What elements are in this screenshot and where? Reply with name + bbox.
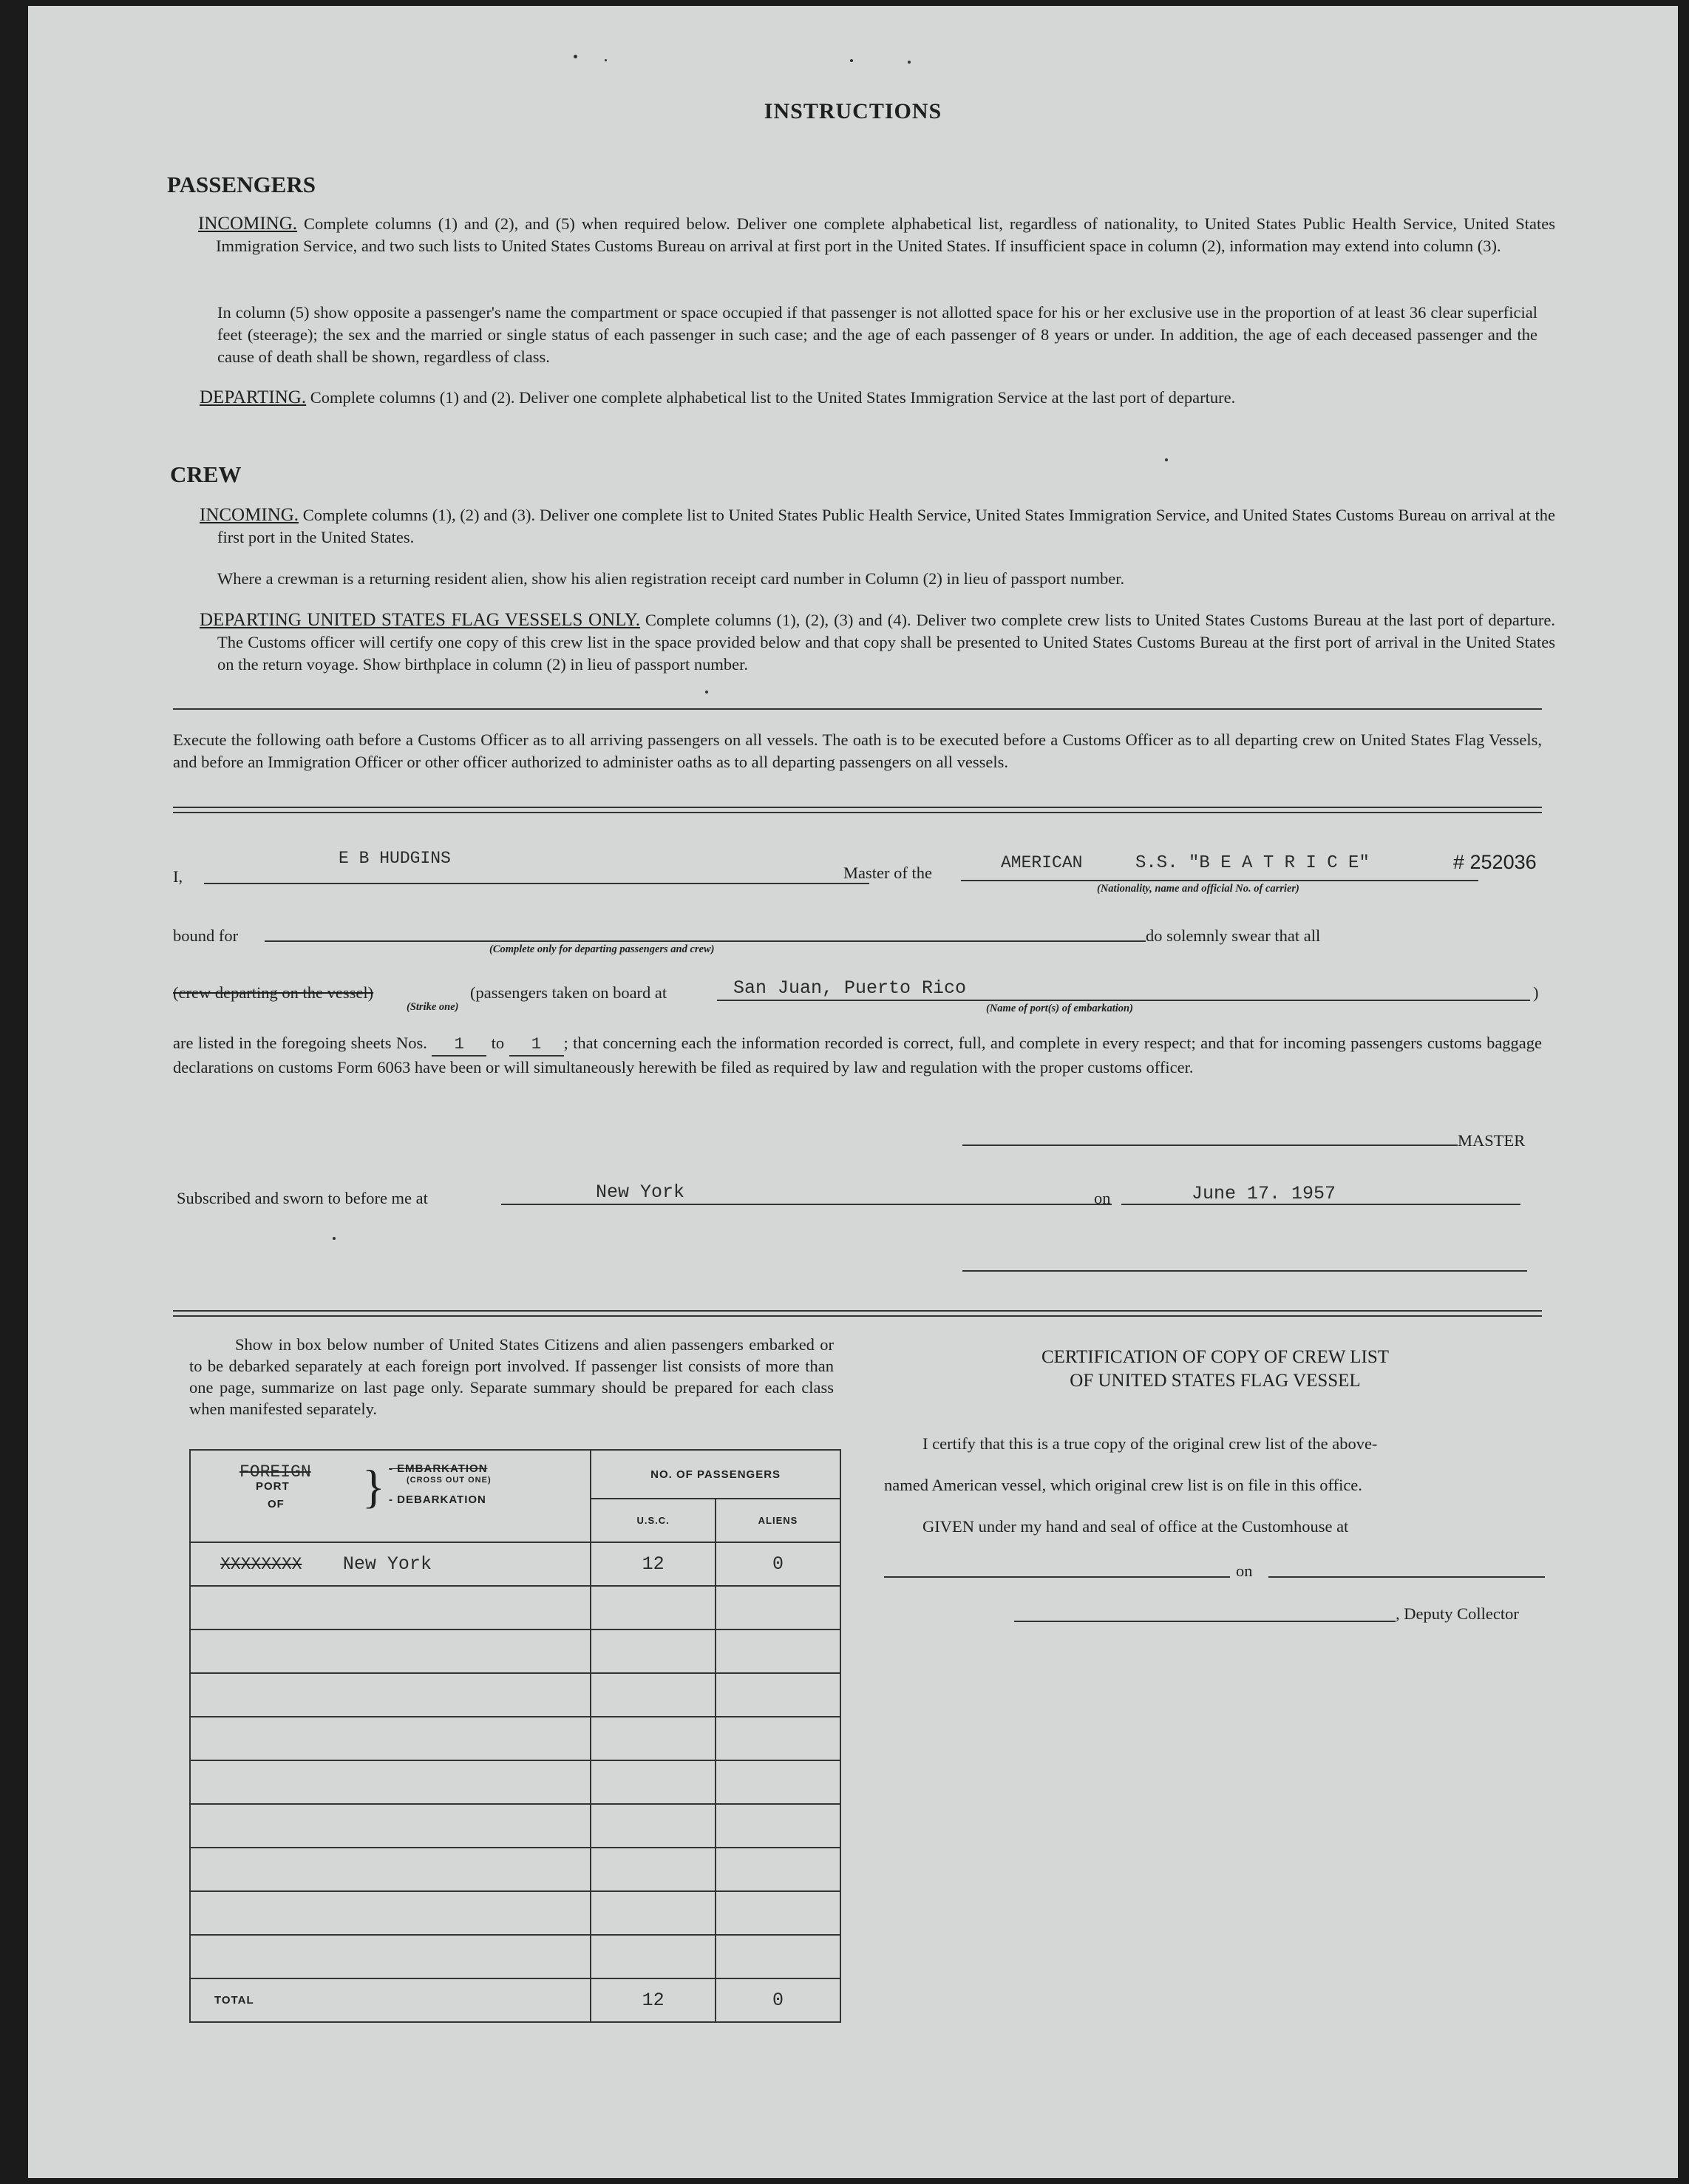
usc-count: 12 bbox=[591, 1542, 716, 1586]
aliens-header: ALIENS bbox=[716, 1499, 840, 1542]
crew-heading: CREW bbox=[170, 461, 242, 487]
carrier-vessel-name: S.S. "B E A T R I C E" bbox=[1135, 853, 1370, 873]
cross-out-label: (CROSS OUT ONE) bbox=[407, 1476, 492, 1485]
total-label: TOTAL bbox=[190, 1978, 591, 2022]
bound-for-line bbox=[265, 940, 1146, 942]
certification-text-1: I certify that this is a true copy of the original crew list of the above- bbox=[922, 1434, 1378, 1453]
listed-rest: ; that concerning each the information recorded is correct, full, and complete in every respect; and that for incoming passengers customs baggage declarations on customs Form 6063 have been or will simultaneously herewith be filed as required by law and regulation with the proper customs officer. bbox=[173, 1034, 1543, 1076]
table-row bbox=[190, 1717, 840, 1760]
summary-double-divider bbox=[173, 1310, 1542, 1317]
deputy-signature-line bbox=[1014, 1621, 1396, 1622]
customhouse-line bbox=[884, 1576, 1230, 1578]
table-header-row bbox=[190, 1450, 840, 1499]
table-row bbox=[190, 1629, 840, 1673]
crew-resident-paragraph: Where a crewman is a returning resident alien, show his alien registration receipt card number in Column (2) in lieu of passport number. bbox=[217, 569, 1125, 588]
certification-text-2: named American vessel, which original crew list is on file in this office. bbox=[884, 1476, 1362, 1494]
bound-for-label: bound for bbox=[173, 926, 239, 945]
table-row bbox=[190, 1760, 840, 1804]
total-usc: 12 bbox=[591, 1978, 716, 2022]
port-header-cell bbox=[190, 1450, 591, 1542]
scan-speck bbox=[574, 55, 577, 58]
passengers-incoming-text: Complete columns (1) and (2), and (5) when required below. Deliver one complete alphabetical list, regardless of nationality, to United States Public Health Service, United States Immigration Service, and two such lists to United States Customs Bureau on arrival at first port in the United States. If insufficient space in column (2), information may extend into column (3). bbox=[216, 214, 1556, 255]
certification-text-3: GIVEN under my hand and seal of office at the Customhouse at bbox=[922, 1517, 1349, 1536]
oath-i-label: I, bbox=[173, 867, 183, 886]
oath-instruction: Execute the following oath before a Customs Officer as to all arriving passengers on all vessels. The oath is to be executed before a Customs Officer as to all departing crew on United States Flag Vessels, and before an Immigration Officer or other officer authorized to administer oaths as to all departing passengers on all vessels. bbox=[173, 730, 1542, 771]
table-row bbox=[190, 1586, 840, 1629]
passengers-incoming-paragraph bbox=[198, 213, 1555, 257]
no-passengers-header: NO. OF PASSENGERS bbox=[591, 1450, 840, 1499]
crew-incoming-label: INCOMING. bbox=[200, 505, 299, 525]
certification-title-line1: CERTIFICATION OF COPY OF CREW LIST bbox=[1041, 1347, 1390, 1367]
crew-incoming-text: Complete columns (1), (2) and (3). Deliver one complete list to United States Public Health Service, United States Immigration Service, and United States Customs Bureau on arrival at the first port in the United States. bbox=[217, 506, 1556, 546]
foreign-label: FOREIGN bbox=[239, 1462, 311, 1482]
carrier-caption: (Nationality, name and official No. of carrier) bbox=[1097, 883, 1299, 895]
port-name: New York bbox=[342, 1553, 432, 1575]
sworn-date: June 17. 1957 bbox=[1192, 1183, 1336, 1204]
table-row bbox=[190, 1804, 840, 1848]
sheet-to: 1 bbox=[509, 1033, 564, 1057]
carrier-official-number: # 252036 bbox=[1453, 851, 1537, 873]
sheet-from: 1 bbox=[432, 1033, 486, 1057]
scan-speck bbox=[605, 59, 607, 61]
certification-date-line bbox=[1268, 1576, 1545, 1578]
swear-text: do solemnly swear that all bbox=[1146, 926, 1321, 945]
crew-departing-text: Complete columns (1), (2), (3) and (4). Deliver two complete crew lists to United States Customs Bureau at the last port of departure. The Customs officer will certify one copy of this crew list in the space provided below and that copy shall be presented to United States Customs Bureau at the first port of arrival in the United States on the return voyage. Show birthplace in column (2) in lieu of passport number. bbox=[217, 611, 1555, 674]
page-title: INSTRUCTIONS bbox=[764, 99, 942, 123]
crew-incoming-paragraph bbox=[200, 504, 1555, 549]
passengers-column5-paragraph: In column (5) show opposite a passenger's name the compartment or space occupied if that passenger is not allotted space for his or her exclusive use in the proportion of at least 36 clear superficial feet (steerage); the sex and the married or single status of each passenger in such case; and the age of each passenger of 8 years or under. In addition, the age of each deceased passenger and the cause of death shall be shown, regardless of class. bbox=[217, 303, 1537, 366]
listed-label: are listed in the foregoing sheets Nos. bbox=[173, 1034, 427, 1052]
master-label: MASTER bbox=[1458, 1131, 1526, 1150]
deputy-collector-label: , Deputy Collector bbox=[1396, 1604, 1519, 1623]
port-of-embarkation: San Juan, Puerto Rico bbox=[733, 977, 967, 999]
port-cell bbox=[190, 1542, 591, 1586]
master-name-line bbox=[204, 883, 869, 884]
master-name: E B HUDGINS bbox=[339, 849, 451, 868]
embarkation-label: - EMBARKATION bbox=[389, 1462, 488, 1475]
table-row bbox=[190, 1848, 840, 1891]
summary-instruction: Show in box below number of United States Citizens and alien passengers embarked or to be debarked separately at each foreign port involved. If passenger list consists of more than one page, summarize on last page only. Separate summary should be prepared for each class when manifested separately. bbox=[189, 1335, 834, 1418]
oath-double-divider bbox=[173, 807, 1542, 813]
carrier-nationality: AMERICAN bbox=[1001, 853, 1083, 872]
certification-title-line2: OF UNITED STATES FLAG VESSEL bbox=[1070, 1371, 1361, 1391]
passengers-incoming-label: INCOMING. bbox=[198, 214, 298, 234]
table-row bbox=[190, 1673, 840, 1717]
of-label: OF bbox=[268, 1498, 285, 1510]
master-of-label: Master of the bbox=[843, 864, 932, 882]
section-divider bbox=[173, 708, 1542, 710]
scan-speck bbox=[850, 59, 853, 62]
scan-speck bbox=[705, 691, 708, 693]
officer-signature-line bbox=[962, 1270, 1527, 1272]
sworn-place: New York bbox=[596, 1181, 685, 1203]
certification-on-label: on bbox=[1236, 1561, 1253, 1580]
table-row bbox=[190, 1935, 840, 1978]
passengers-heading: PASSENGERS bbox=[167, 172, 316, 197]
strike-crew-text: (crew departing on the vessel) bbox=[173, 983, 374, 1002]
total-aliens: 0 bbox=[716, 1978, 840, 2022]
crew-departing-label: DEPARTING UNITED STATES FLAG VESSELS ONLY. bbox=[200, 610, 640, 630]
table-row bbox=[190, 1891, 840, 1935]
strike-caption: (Strike one) bbox=[407, 1001, 459, 1013]
listed-paragraph bbox=[173, 1032, 1542, 1079]
total-row bbox=[190, 1978, 840, 2022]
sworn-place-line bbox=[501, 1204, 1112, 1205]
aliens-count: 0 bbox=[716, 1542, 840, 1586]
to-label: to bbox=[491, 1034, 505, 1052]
passengers-departing-paragraph bbox=[200, 387, 1555, 409]
certification-title bbox=[883, 1346, 1548, 1393]
bracket-icon: } bbox=[362, 1460, 385, 1513]
close-paren: ) bbox=[1533, 983, 1539, 1002]
carrier-line bbox=[961, 880, 1478, 881]
document-page bbox=[28, 6, 1678, 2178]
struck-text: XXXXXXXX bbox=[220, 1555, 302, 1574]
scan-speck bbox=[908, 61, 911, 64]
passengers-departing-label: DEPARTING. bbox=[200, 387, 307, 407]
bound-for-caption: (Complete only for departing passengers and crew) bbox=[489, 943, 715, 955]
port-caption: (Name of port(s) of embarkation) bbox=[986, 1003, 1133, 1014]
table-row bbox=[190, 1542, 840, 1586]
passenger-summary-table bbox=[189, 1449, 841, 2023]
debarkation-label: - DEBARKATION bbox=[389, 1493, 486, 1506]
scan-speck bbox=[1165, 458, 1168, 461]
passengers-departing-text: Complete columns (1) and (2). Deliver one complete alphabetical list to the United States Immigration Service at the last port of departure. bbox=[310, 388, 1236, 407]
usc-header: U.S.C. bbox=[591, 1499, 716, 1542]
crew-departing-paragraph bbox=[200, 609, 1555, 676]
sworn-label: Subscribed and sworn to before me at bbox=[177, 1189, 428, 1207]
sworn-on-label: on bbox=[1094, 1189, 1111, 1207]
port-label: PORT bbox=[256, 1480, 290, 1493]
master-signature-line bbox=[962, 1144, 1458, 1146]
port-line bbox=[717, 1000, 1530, 1001]
scan-speck bbox=[333, 1237, 336, 1240]
passengers-taken-text: (passengers taken on board at bbox=[470, 983, 667, 1002]
